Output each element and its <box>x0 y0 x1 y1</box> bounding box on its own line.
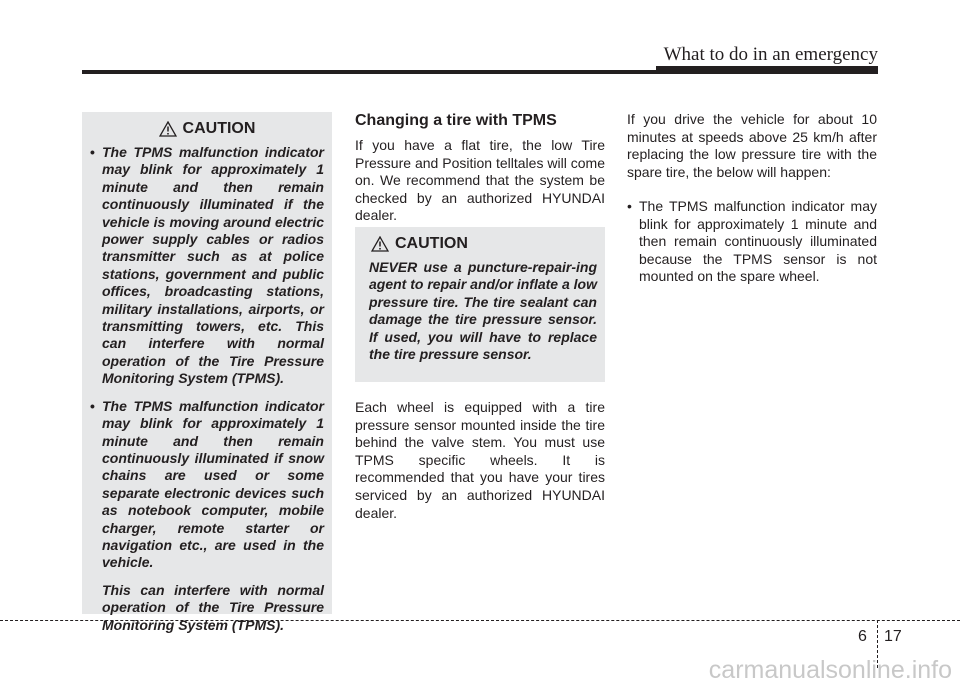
caution-text-middle: NEVER use a puncture-repair-ing agent to repair and/or inflate a low pressure tire. The tire sealant can damage the tire pressure sensor. If used, you will have to replace the tire pressure sensor. <box>369 259 597 363</box>
section-para-2: Each wheel is equipped with a tire pressure sensor mounted inside the tire behind the valve stem. You must use TPMS specific wheels. It is recommended that you have your tires serviced by an authorized HYUNDAI dealer. <box>355 399 605 521</box>
caution-label: CAUTION <box>395 235 468 252</box>
warning-triangle-icon <box>159 121 177 137</box>
footer-rule <box>0 620 960 621</box>
caution-heading-middle <box>363 235 597 253</box>
caution-item: • The TPMS malfunction indicator may blink for approximately 1 minute and then remain continuously illuminated if the vehicle is moving around electric power supply cables or radios transmitter such as at police stations, government and public offices, broadcasting stations, military installations, airports, or transmitting towers, etc. This can interfere with normal operation of the Tire Pressure Monitoring System (TPMS). <box>90 144 324 388</box>
header-rule-accent <box>656 66 878 74</box>
caution-box-middle <box>355 227 605 382</box>
chapter-number: 6 <box>858 628 867 645</box>
caution-box-left <box>82 112 332 633</box>
caution-list-left <box>90 144 324 572</box>
right-list-item: • The TPMS malfunction indicator may blink for approximately 1 minute and then remain continuously illuminated because the TPMS sensor is not mounted on the spare wheel. <box>627 198 877 286</box>
page-number: 17 <box>884 628 902 645</box>
warning-triangle-icon <box>371 236 389 252</box>
watermark: carmanualsonline.info <box>708 656 952 684</box>
caution-item: • The TPMS malfunction indicator may blink for approximately 1 minute and then remain continuously illuminated if snow chains are used or some separate electronic devices such as notebook computer, mobile charger, remote starter or navigation etc., are used in the vehicle. <box>90 398 324 572</box>
caution-extra: This can interfere with normal operation of the Tire Pressure Monitoring System (TPMS). <box>102 581 324 633</box>
section-heading: Changing a tire with TPMS <box>355 112 557 129</box>
right-list <box>627 198 877 286</box>
header-title: What to do in an emergency <box>663 44 878 65</box>
right-intro: If you drive the vehicle for about 10 minutes at speeds above 25 km/h after replacing the low pressure tire with the spare tire, the below will happen: <box>627 111 877 180</box>
caution-heading-left <box>90 120 324 138</box>
section-para-1: If you have a flat tire, the low Tire Pressure and Position telltales will come on. We recommend that the system be checked by an authorized HYUNDAI dealer. <box>355 137 605 224</box>
caution-label: CAUTION <box>182 120 256 137</box>
